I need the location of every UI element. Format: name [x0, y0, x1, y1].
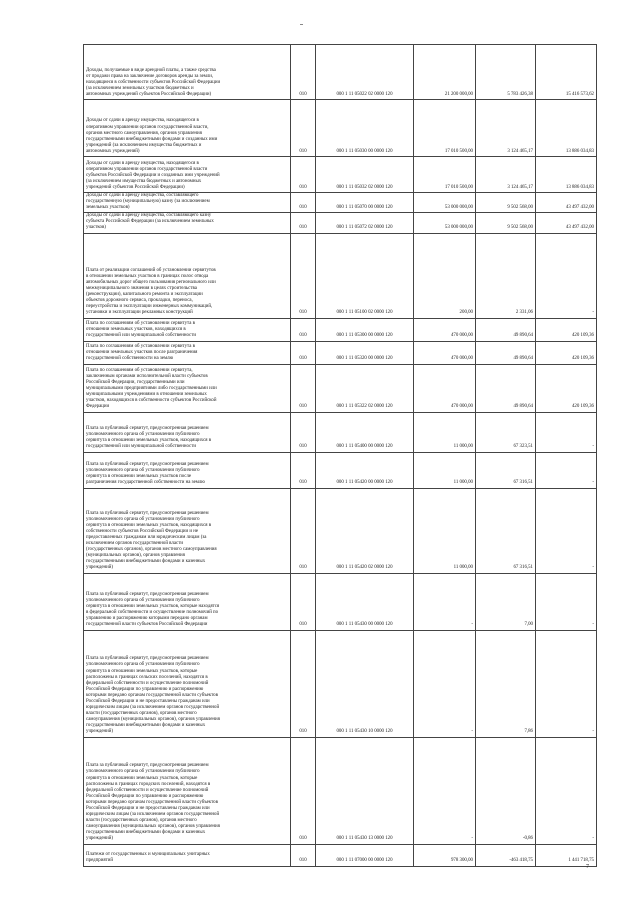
row-line-code: 010	[291, 213, 316, 233]
table-row	[84, 573, 597, 630]
row-executed: 49 890,64	[476, 341, 536, 364]
row-name: Плата по соглашениям об установлении сервитута в отношении земельных участков, находящихся в государственной или муниципальной собственности	[84, 318, 291, 341]
row-approved: 11 000,00	[414, 412, 476, 452]
table-row	[84, 452, 597, 488]
row-unexecuted: 13 886 034,83	[536, 100, 597, 157]
row-name: Доходы от сдачи в аренду имущества, находящегося в оперативном управлении органов государственной власти, органов местного самоуправления, органов управления государственными внебюджетными фондами и созданных ими учреждений (за исключением имущества бюджетных и автономных учреждений)	[84, 100, 291, 157]
table-row	[84, 45, 597, 100]
row-unexecuted: -	[536, 737, 597, 844]
row-budget-code: 000 1 11 05420 02 0000 120	[316, 488, 414, 573]
table-row	[84, 630, 597, 737]
row-approved: 17 010 500,00	[414, 100, 476, 157]
row-approved: 200,00	[414, 233, 476, 318]
row-budget-code: 000 1 11 05070 00 0000 120	[316, 193, 414, 213]
row-line-code: 010	[291, 737, 316, 844]
row-name: Плата по соглашениям об установлении сервитута, заключенным органами исполнительной власти субъектов Российской Федерации, государственными или муниципальными предприятиями либо государственными или муниципальными учреждениями в отношении земельных участков, находящихся в собственности субъектов Российской Федерации	[84, 364, 291, 412]
row-unexecuted: -	[536, 573, 597, 630]
row-budget-code: 000 1 11 05032 02 0000 120	[316, 157, 414, 193]
row-unexecuted: -	[536, 630, 597, 737]
row-budget-code: 000 1 11 07000 00 0000 120	[316, 844, 414, 866]
row-line-code: 010	[291, 364, 316, 412]
row-budget-code: 000 1 11 05320 00 0000 120	[316, 341, 414, 364]
row-unexecuted: 13 886 034,83	[536, 157, 597, 193]
row-budget-code: 000 1 11 05072 02 0000 120	[316, 213, 414, 233]
row-unexecuted: -	[536, 412, 597, 452]
row-budget-code: 000 1 11 05420 00 0000 120	[316, 452, 414, 488]
row-approved: -	[414, 737, 476, 844]
row-unexecuted: 15 416 573,62	[536, 45, 597, 100]
row-name: Плата за публичный сервитут, предусмотренная решением уполномоченного органа об установлении публичного сервитута в отношении земельных участков, которые расположены в границах сельских поселений, находятся в федеральной собственности и осуществление полномочий Российской Федерации по управлению и распоряжению которыми передано органам государственной власти субъектов Российской Федерации и не предоставлены гражданам или юридическим лицам (за исключением органов государственной власти (государственных органов), органов местного самоуправления (муниципальных органов), органов управления государственными внебюджетными фондами и казенных учреждений)	[84, 630, 291, 737]
row-executed: 9 502 568,00	[476, 213, 536, 233]
row-unexecuted: 1 441 718,75	[536, 844, 597, 866]
row-executed: 2 331,06	[476, 233, 536, 318]
row-name: Платежи от государственных и муниципальных унитарных предприятий	[84, 844, 291, 866]
table-row	[84, 233, 597, 318]
row-name: Плата за публичный сервитут, предусмотренная решением уполномоченного органа об установлении публичного сервитута в отношении земельных участков после разграничения государственной собственности на землю	[84, 452, 291, 488]
row-name: Доходы от сдачи в аренду имущества, составляющего казну субъекта Российской Федерации (за исключением земельных участков)	[84, 213, 291, 233]
row-executed: 7,00	[476, 573, 536, 630]
row-line-code: 010	[291, 45, 316, 100]
row-executed: 3 124 465,17	[476, 100, 536, 157]
row-line-code: 010	[291, 193, 316, 213]
table-row	[84, 844, 597, 866]
row-name: Плата от реализации соглашений об установлении сервитутов в отношении земельных участков в границах полос отвода автомобильных дорог общего пользования регионального или межмуниципального значения в целях строительства (реконструкции), капитального ремонта и эксплуатации объектов дорожного сервиса, прокладки, переноса, переустройства и эксплуатации инженерных коммуникаций, установки и эксплуатации рекламных конструкций	[84, 233, 291, 318]
row-approved: 11 000,00	[414, 452, 476, 488]
row-line-code: 010	[291, 630, 316, 737]
row-budget-code: 000 1 11 05430 13 0000 120	[316, 737, 414, 844]
row-unexecuted: 420 109,36	[536, 318, 597, 341]
row-name: Плата за публичный сервитут, предусмотренная решением уполномоченного органа об установлении публичного сервитута в отношении земельных участков, которые находятся в федеральной собственности и осуществление полномочий по управлению и распоряжению которыми передано органам государственной власти субъектов Российской Федерации	[84, 573, 291, 630]
row-approved: 470 000,00	[414, 341, 476, 364]
row-name: Плата по соглашениям об установлении сервитута в отношении земельных участков после разграничения государственной собственности на землю	[84, 341, 291, 364]
row-budget-code: 000 1 11 05400 00 0000 120	[316, 412, 414, 452]
row-budget-code: 000 1 11 05322 02 0000 120	[316, 364, 414, 412]
table-row	[84, 193, 597, 213]
row-line-code: 010	[291, 157, 316, 193]
table-row	[84, 737, 597, 844]
table-row	[84, 412, 597, 452]
row-line-code: 010	[291, 412, 316, 452]
row-unexecuted: -	[536, 488, 597, 573]
table-row	[84, 157, 597, 193]
row-unexecuted: -	[536, 452, 597, 488]
row-executed: 7,86	[476, 630, 536, 737]
row-name: Плата за публичный сервитут, предусмотренная решением уполномоченного органа об установлении публичного сервитута в отношении земельных участков, находящихся в собственности субъектов Российской Федерации и не предоставленных гражданам или юридическим лицам (за исключением органов государственной власти (государственных органов), органов местного самоуправления (муниципальных органов), органов управления государственными внебюджетными фондами и казенных учреждений)	[84, 488, 291, 573]
scan-artifact	[300, 24, 303, 25]
row-line-code: 010	[291, 318, 316, 341]
row-executed: 67 323,51	[476, 412, 536, 452]
page-number: 7	[586, 864, 589, 870]
row-unexecuted: 43 497 432,00	[536, 193, 597, 213]
revenue-table-body	[84, 45, 597, 867]
row-unexecuted: 420 109,36	[536, 364, 597, 412]
row-name: Плата за публичный сервитут, предусмотренная решением уполномоченного органа об установлении публичного сервитута в отношении земельных участков, находящихся в государственной или муниципальной собственности	[84, 412, 291, 452]
row-approved: 470 000,00	[414, 318, 476, 341]
row-line-code: 010	[291, 452, 316, 488]
row-executed: -463 418,75	[476, 844, 536, 866]
row-executed: 67 316,51	[476, 488, 536, 573]
row-executed: 9 502 568,00	[476, 193, 536, 213]
row-approved: 978 300,00	[414, 844, 476, 866]
row-name: Доходы, получаемые в виде арендной платы, а также средства от продажи права на заключение договоров аренды за земли, находящиеся в собственности субъектов Российской Федерации (за исключением земельных участков бюджетных и автономных учреждений субъектов Российской Федерации)	[84, 45, 291, 100]
row-approved: 17 010 500,00	[414, 157, 476, 193]
table-row	[84, 341, 597, 364]
row-line-code: 010	[291, 100, 316, 157]
table-row	[84, 100, 597, 157]
row-budget-code: 000 1 11 05300 00 0000 120	[316, 318, 414, 341]
row-executed: 5 783 426,38	[476, 45, 536, 100]
row-name: Доходы от сдачи в аренду имущества, находящегося в оперативном управлении органов государственной власти субъектов Российской Федерации и созданных ими учреждений (за исключением имущества бюджетных и автономных учреждений субъектов Российской Федерации)	[84, 157, 291, 193]
row-executed: 49 890,64	[476, 318, 536, 341]
row-unexecuted: 43 497 432,00	[536, 213, 597, 233]
row-budget-code: 000 1 11 05430 00 0000 120	[316, 573, 414, 630]
row-line-code: 010	[291, 488, 316, 573]
row-line-code: 010	[291, 341, 316, 364]
row-executed: 3 124 465,17	[476, 157, 536, 193]
row-name: Доходы от сдачи в аренду имущества, составляющего государственную (муниципальную) казну (за исключением земельных участков)	[84, 193, 291, 213]
row-approved: 470 000,00	[414, 364, 476, 412]
table-row	[84, 318, 597, 341]
row-unexecuted: -	[536, 233, 597, 318]
row-line-code: 010	[291, 844, 316, 866]
row-budget-code: 000 1 11 05030 00 0000 120	[316, 100, 414, 157]
row-budget-code: 000 1 11 05430 10 0000 120	[316, 630, 414, 737]
row-executed: 67 316,51	[476, 452, 536, 488]
revenue-table	[83, 44, 597, 867]
table-row	[84, 488, 597, 573]
table-row	[84, 213, 597, 233]
row-approved: 53 000 000,00	[414, 213, 476, 233]
row-approved: 53 000 000,00	[414, 193, 476, 213]
row-executed: -0,86	[476, 737, 536, 844]
row-name: Плата за публичный сервитут, предусмотренная решением уполномоченного органа об установлении публичного сервитута в отношении земельных участков, которые расположены в границах городских поселений, находятся в федеральной собственности и осуществление полномочий Российской Федерации по управлению и распоряжению которыми передано органам государственной власти субъектов Российской Федерации и не предоставлены гражданам или юридическим лицам (за исключением органов государственной власти (государственных органов), органов местного самоуправления (муниципальных органов), органов управления государственными внебюджетными фондами и казенных учреждений)	[84, 737, 291, 844]
row-unexecuted: 420 109,36	[536, 341, 597, 364]
row-approved: -	[414, 630, 476, 737]
row-line-code: 010	[291, 233, 316, 318]
row-approved: -	[414, 573, 476, 630]
row-line-code: 010	[291, 573, 316, 630]
row-approved: 21 200 000,00	[414, 45, 476, 100]
row-executed: 49 890,64	[476, 364, 536, 412]
row-approved: 11 000,00	[414, 488, 476, 573]
row-budget-code: 000 1 11 05100 02 0000 120	[316, 233, 414, 318]
table-row	[84, 364, 597, 412]
row-budget-code: 000 1 11 05022 02 0000 120	[316, 45, 414, 100]
